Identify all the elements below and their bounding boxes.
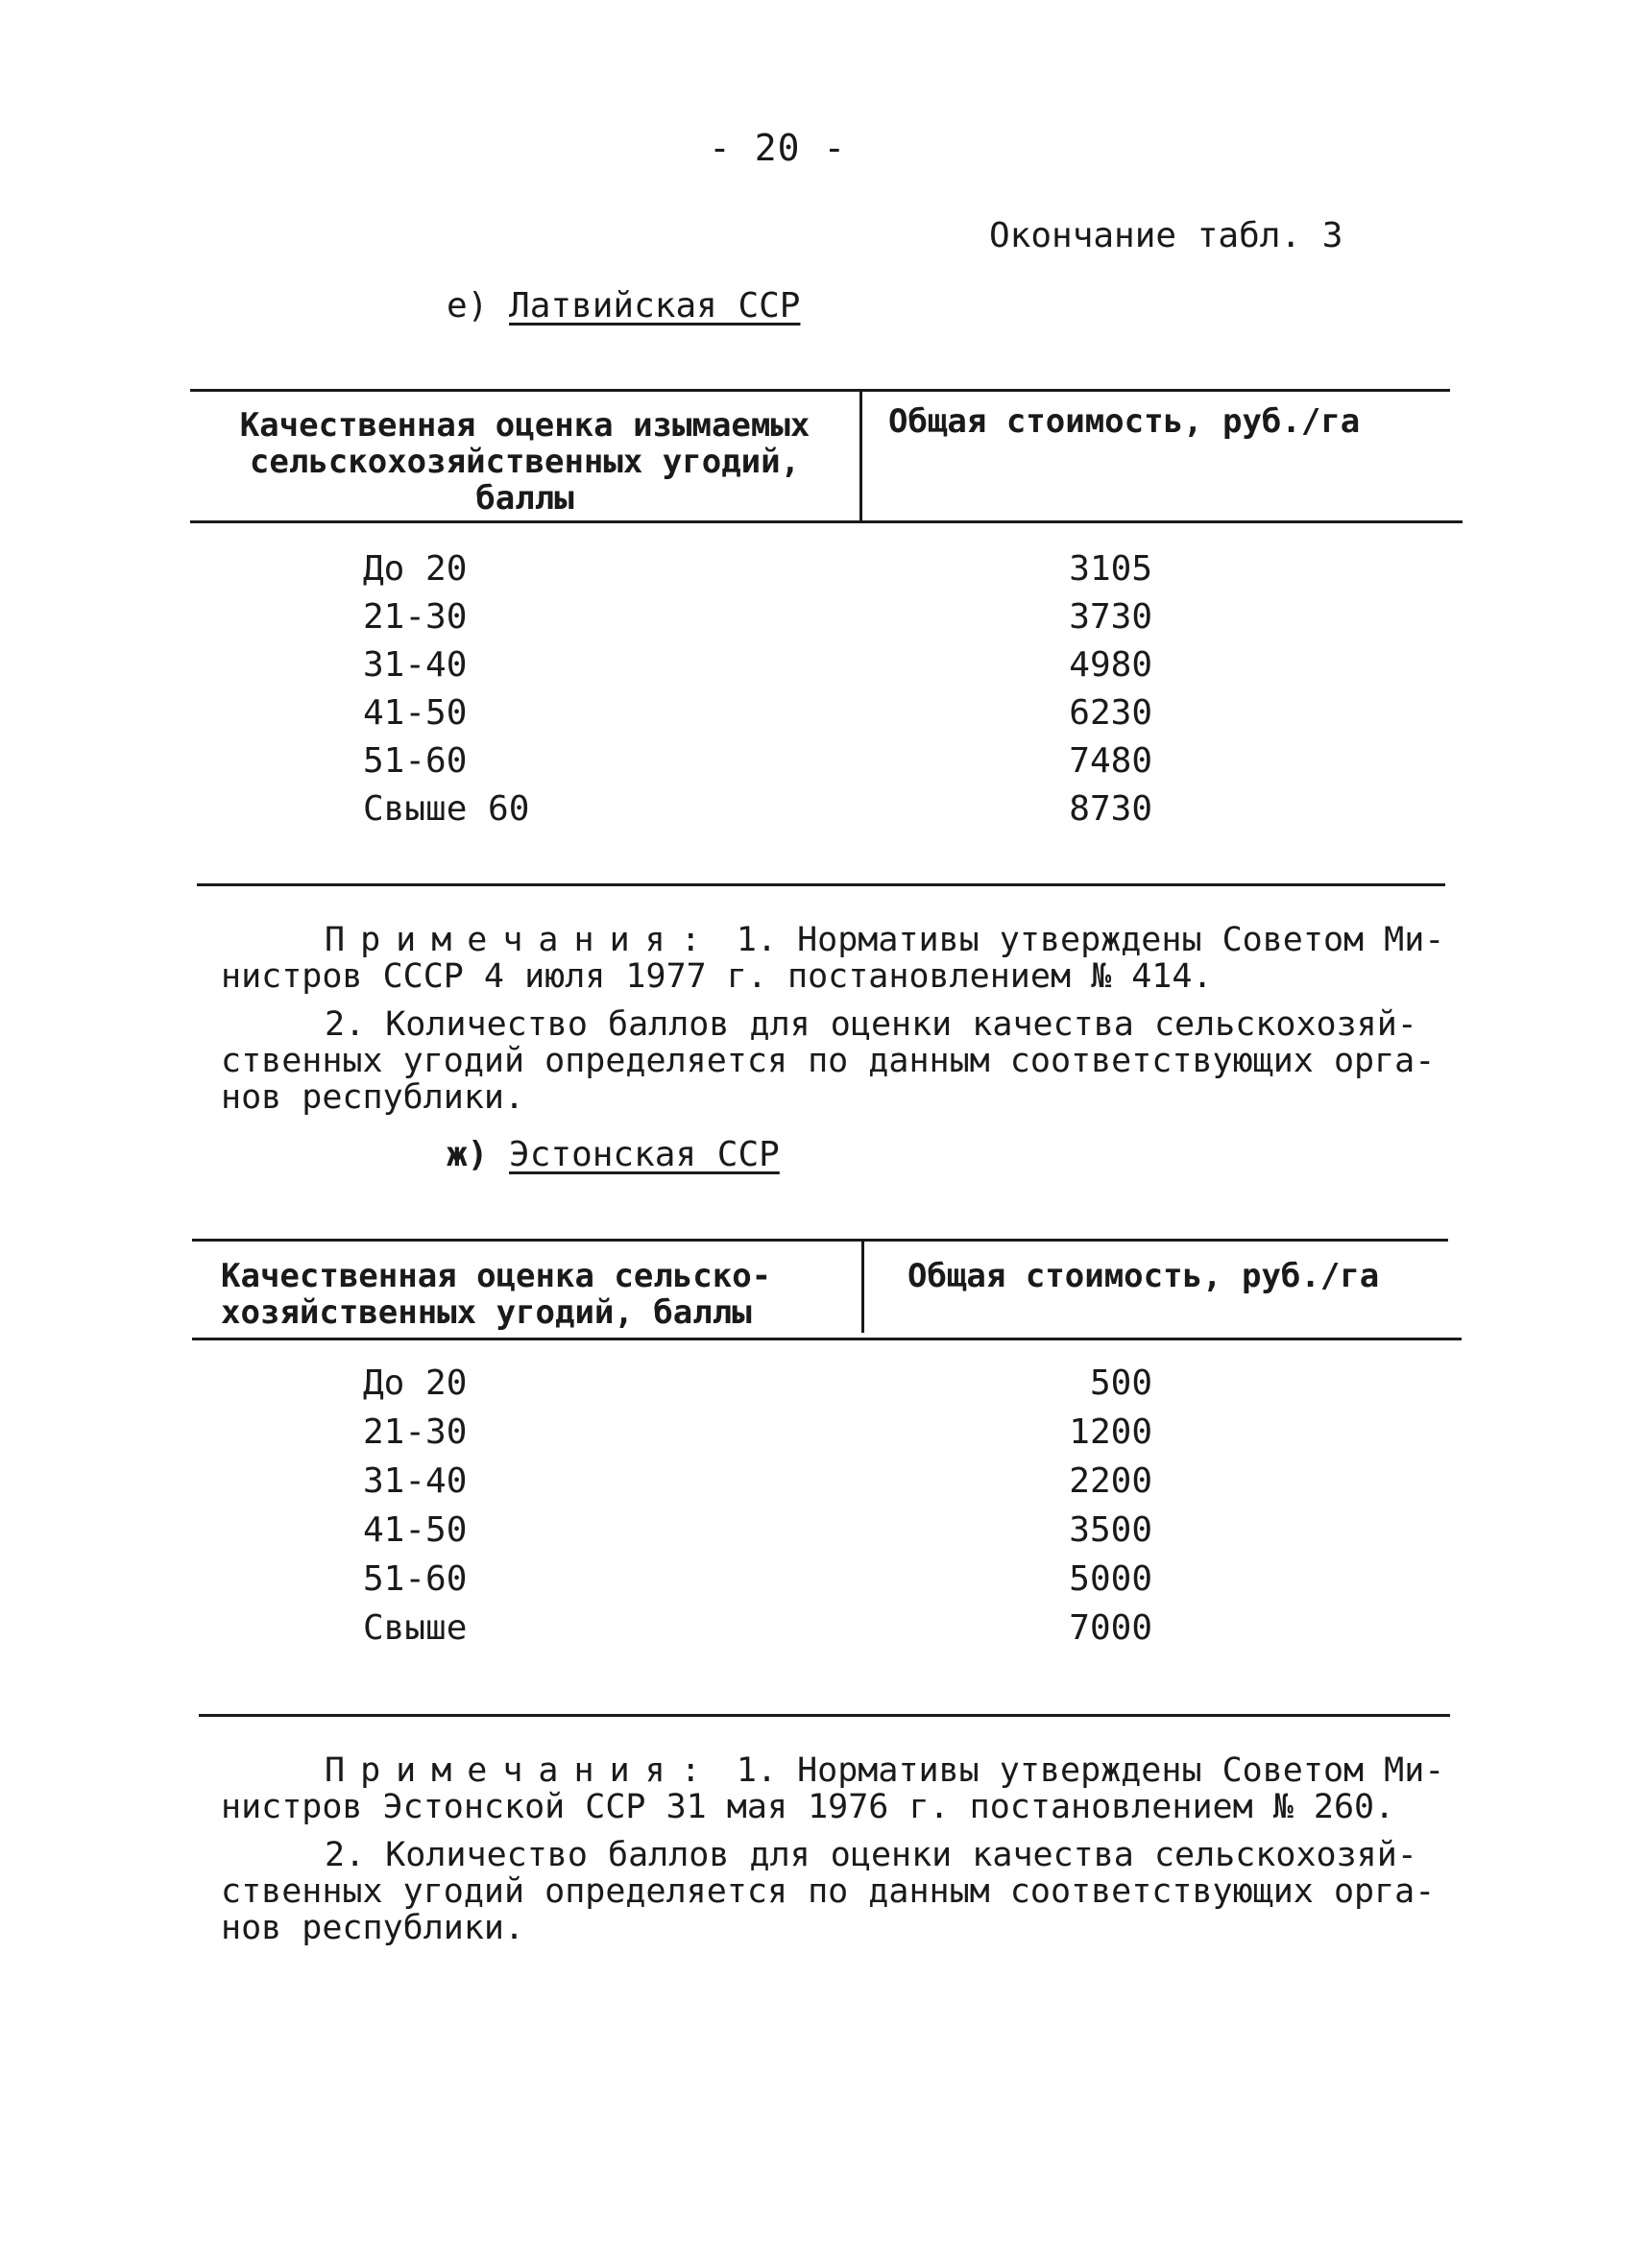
notes-heading: Примечания: <box>325 921 716 959</box>
table-zh-score: 21-30 <box>363 1412 468 1452</box>
table-e-header-divider <box>859 389 862 523</box>
section-zh-note-2: 2. Количество баллов для оценки качества сельскохозяй- <box>325 1836 1417 1874</box>
section-zh-prefix: ж) <box>447 1135 489 1174</box>
table-zh-score: 41-50 <box>363 1510 468 1550</box>
table-e-cost: 4980 <box>1069 645 1152 685</box>
table-e-cost: 7480 <box>1069 741 1152 781</box>
table-e-bottom-rule <box>197 883 1445 886</box>
table-zh-header-left <box>221 1258 771 1331</box>
note-text: 1. Нормативы утверждены Советом Ми- <box>715 1751 1445 1790</box>
table-e-top-rule <box>190 389 1450 392</box>
page-number: - 20 - <box>709 127 847 169</box>
table-zh-header-left-line: хозяйственных угодий, баллы <box>221 1293 752 1332</box>
table-e-score: 41-50 <box>363 693 468 733</box>
section-e-note-1 <box>325 922 1444 958</box>
table-zh-cost: 2200 <box>1069 1461 1152 1501</box>
table-zh-header-bottom-rule <box>192 1338 1462 1340</box>
table-e-cost: 8730 <box>1069 789 1152 829</box>
table-zh-top-rule <box>192 1239 1448 1242</box>
table-zh-bottom-rule <box>199 1714 1450 1717</box>
section-e-title <box>447 286 800 326</box>
table-e-cost: 3105 <box>1069 549 1152 589</box>
table-e-header-left-line: Качественная оценка изымаемых <box>239 406 810 445</box>
table-continuation-label: Окончание табл. 3 <box>989 216 1343 255</box>
table-zh-header-left-line: Качественная оценка сельско- <box>221 1257 772 1295</box>
table-e-header-left <box>190 407 859 517</box>
section-e-note-2-cont: ственных угодий определяется по данным соответствующих орга- <box>221 1042 1436 1080</box>
table-e-score: 21-30 <box>363 597 468 637</box>
table-zh-score: Свыше <box>363 1608 468 1648</box>
table-zh-cost: 5000 <box>1069 1559 1152 1599</box>
table-zh-score: 31-40 <box>363 1461 468 1501</box>
section-zh-name: Эстонская ССР <box>509 1135 780 1174</box>
table-e-header-left-line: баллы <box>475 479 574 518</box>
table-zh-score: 51-60 <box>363 1559 468 1599</box>
table-e-cost: 6230 <box>1069 693 1152 733</box>
section-e-prefix: е) <box>447 286 489 326</box>
table-e-cost: 3730 <box>1069 597 1152 637</box>
section-e-note-1-cont: нистров СССР 4 июля 1977 г. постановлением № 414. <box>221 957 1213 996</box>
table-e-score: 31-40 <box>363 645 468 685</box>
table-zh-cost: 7000 <box>1069 1608 1152 1648</box>
table-e-score: Свыше 60 <box>363 789 530 829</box>
section-zh-note-2-end: нов республики. <box>221 1909 525 1947</box>
table-zh-header-right: Общая стоимость, руб./га <box>907 1257 1380 1295</box>
note-text: 1. Нормативы утверждены Советом Ми- <box>715 921 1445 959</box>
section-e-note-2-end: нов республики. <box>221 1078 525 1117</box>
section-zh-title <box>447 1135 780 1174</box>
table-zh-header-divider <box>861 1239 864 1333</box>
table-zh-cost: 3500 <box>1069 1510 1152 1550</box>
table-e-header-right: Общая стоимость, руб./га <box>888 402 1361 441</box>
table-e-header-left-line: сельскохозяйственных угодий, <box>249 443 801 481</box>
section-zh-note-1 <box>325 1752 1444 1789</box>
table-e-score: 51-60 <box>363 741 468 781</box>
notes-heading: Примечания: <box>325 1751 716 1790</box>
section-zh-note-1-cont: нистров Эстонской ССР 31 мая 1976 г. постановлением № 260. <box>221 1788 1395 1826</box>
section-e-note-2: 2. Количество баллов для оценки качества сельскохозяй- <box>325 1005 1417 1044</box>
section-e-name: Латвийская ССР <box>509 286 801 326</box>
table-e-score: До 20 <box>363 549 468 589</box>
section-zh-note-2-cont: ственных угодий определяется по данным соответствующих орга- <box>221 1872 1436 1911</box>
table-zh-score: До 20 <box>363 1363 468 1403</box>
table-e-header-bottom-rule <box>190 520 1463 523</box>
table-zh-cost: 500 <box>1089 1363 1152 1403</box>
table-zh-cost: 1200 <box>1069 1412 1152 1452</box>
